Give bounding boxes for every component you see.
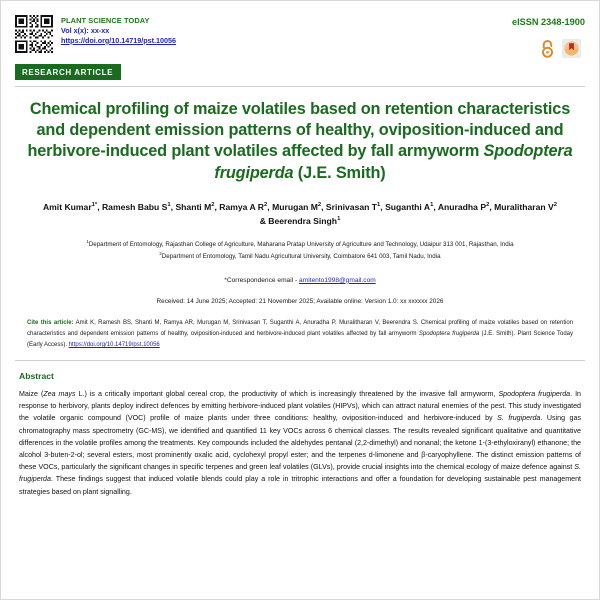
author-name: Beerendra Singh [268, 215, 338, 226]
abstract-species-spodoptera: Spodoptera frugiperda [498, 390, 571, 398]
affiliation-item [35, 240, 565, 251]
author-affil-marker: 2 [553, 201, 558, 208]
title-part-2: (J.E. Smith) [293, 163, 386, 182]
title-part-1: Chemical profiling of maize volatiles based on retention characteristics and dependent emission patterns of healthy, oviposition-induced and herbivore-induced plant volatiles affected by fall armyworm [27, 100, 571, 161]
author-name: Shanti M [175, 201, 212, 212]
author-name: Anuradha P [437, 201, 487, 212]
affiliation-text: Department of Entomology, Tamil Nadu Agricultural University, Coimbatore 641 003, Tamil Nadu, India [161, 252, 441, 260]
abstract-divider [15, 360, 585, 361]
author-affil-marker: 1 [167, 201, 171, 208]
abstract-text [19, 388, 581, 498]
author-name: Suganthi A [385, 201, 431, 212]
abstract-heading: Abstract [19, 371, 54, 381]
citation-doi-link[interactable]: https://doi.org/10.14719/pst.10056 [68, 341, 160, 348]
author-affil-marker: 1 [430, 201, 434, 208]
crossmark-badge-icon[interactable] [562, 39, 581, 58]
cite-this-article-label: Cite this article: [27, 319, 74, 326]
title-species: Spodoptera frugiperda [214, 142, 573, 182]
author-affil-marker: 2 [211, 201, 215, 208]
author-affil-marker: 2 [264, 201, 268, 208]
masthead-right [512, 15, 585, 58]
author-affil-marker: 2 [486, 201, 490, 208]
journal-meta [61, 15, 176, 45]
author-name: Muralitharan V [494, 201, 554, 212]
author-name: Amit Kumar [42, 201, 92, 212]
author-affil-marker: 1 [377, 201, 381, 208]
author-list: Amit Kumar$^{1*}$, Ramesh Babu $S^1$, Shanti $M^2$, Ramya A $R^2$, Murugan $M^2$, Srinivasan $T^1$, Suganthi $A^1$, Anuradha $P^2$, Muralitharan $V^2$ & Beerendra Singh$^1$ [42, 201, 558, 226]
affiliation-block [35, 240, 565, 263]
journal-identity [15, 15, 176, 53]
affiliation-text: Department of Entomology, Rajasthan College of Agriculture, Maharana Pratap University of Agriculture and Technology, Udaipur 313 001, Rajasthan, India [88, 241, 514, 249]
author-affil-marker: 1* [91, 201, 98, 208]
affiliation-marker: 1 [86, 238, 89, 244]
abstract-p1: Maize ( [19, 390, 44, 398]
publication-dates: Received: 14 June 2025; Accepted: 21 November 2025; Available online: Version 1.0: xx xxxxxx 2026 [156, 297, 444, 305]
journal-title: PLANT SCIENCE TODAY [61, 16, 150, 25]
author-affil-marker: 1 [337, 216, 341, 222]
author-name: Murugan M [272, 201, 318, 212]
author-affil-marker: 2 [317, 201, 322, 208]
header-badges [512, 39, 585, 58]
abstract-p3: . In response to herbivory, plants deploy indirect defences by emitting herbivore-induced plant volatiles (HIPVs), which can attract natural enemies of the pest. This study investigated the volatile organic compound (VOC) profile of maize plants under three conditions: healthy, oviposition-induced and herbivore-induced by [19, 390, 581, 423]
journal-doi-link[interactable]: https://doi.org/10.14719/pst.10056 [61, 35, 177, 45]
journal-volume: Vol x(x): xx-xx [61, 25, 110, 35]
citation-text-before: Amit K, Ramesh BS, Shanti M, Ramya AR, Murugan M, Srinivasan T, Suganthi A, Anuradha P, Muralitharan V, Beerendra S. Chemical profiling of maize volatiles based on retention characteristics and dependent emission patterns of healthy, oviposition-induced and herbivore-induced plant volatiles affected by fall armyworm [27, 319, 574, 337]
header-divider [15, 86, 585, 87]
correspondence-label: *Correspondence email - [224, 276, 300, 284]
author-name: Ramya A R [219, 201, 265, 212]
research-article-badge: RESEARCH ARTICLE [15, 64, 121, 80]
open-access-lock-icon[interactable] [540, 39, 555, 58]
citation-text-after: (J.E. Smith). Plant Science Today (Early Access). [27, 330, 573, 348]
citation-block [27, 318, 573, 351]
page-title [21, 99, 579, 184]
abstract-species-zea: Zea mays [43, 390, 76, 398]
abstract-species-sfrug-2: S. frugiperda [19, 463, 581, 484]
abstract-p4: . Using gas chromatography mass spectrometry (GC-MS), we identified and quantified 11 key VOCs across 6 chemical classes. The results revealed significant qualitative and quantitative differences in the volatile profiles among the treatments. Key compounds included the aldehydes pentanal (2,2-dimethyl) and nonanal; the ketone 1-(3-ethyloxiranyl) ethanone; the alcohol 3-buten-2-ol; several esters, most prominently oxalic acid, cyclohexyl propyl ester; and the terpenes d-limonene and β-caryophyllene. The distinct emission patterns of these VOCs, particularly the significant changes in specific terpenes and green leaf volatiles (GLVs), provide crucial insights into the chemical ecology of maize defence against [19, 414, 581, 472]
citation-species: Spodoptera frugiperda [418, 330, 480, 337]
article-type-row [15, 58, 585, 80]
author-name: Ramesh Babu S [101, 201, 168, 212]
abstract-p5: . These findings suggest that induced volatile blends could play a role in tritrophic interactions and offer a foundation for developing sustainable pest management strategies based on plant signalling. [19, 475, 581, 496]
correspondence-line [15, 277, 585, 284]
author-name: Srinivasan T [325, 201, 378, 212]
masthead [15, 1, 585, 58]
affiliation-item [35, 252, 565, 263]
correspondence-email-link[interactable]: amitento1998@gmail.com [299, 276, 376, 284]
eissn-label: eISSN 2348-1900 [511, 17, 585, 27]
abstract-p2: L.) is a critically important global cereal crop, the productivity of which is increasingly threatened by the invasive fall armyworm, [75, 390, 499, 398]
qr-code-icon [15, 15, 53, 53]
abstract-species-sfrug-1: S. frugiperda [497, 414, 541, 423]
affiliation-marker: 2 [159, 250, 162, 256]
